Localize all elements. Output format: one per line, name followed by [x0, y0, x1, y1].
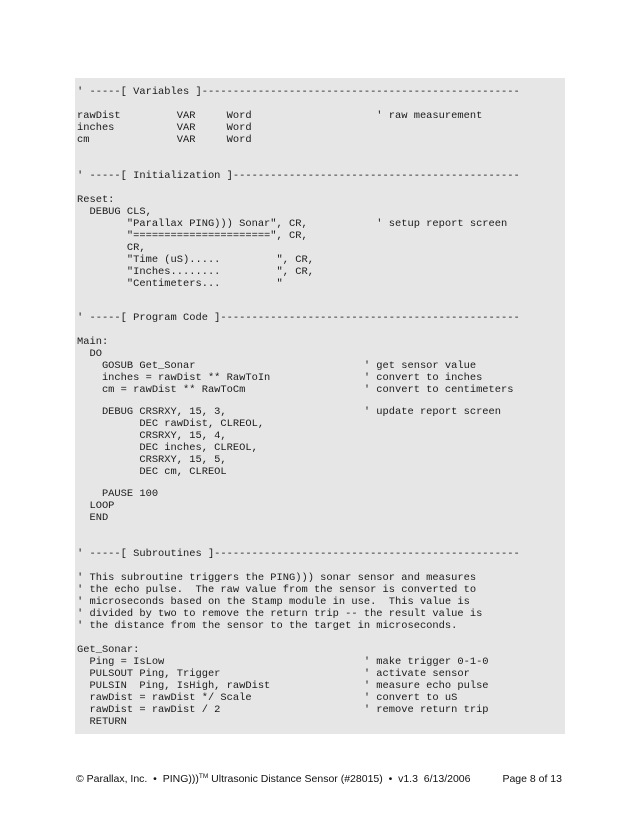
code-line: rawDist = rawDist / 2 ' remove return trip [77, 704, 489, 716]
code-line: ' -----[ Program Code ]------------------------------------------------ [77, 312, 520, 324]
code-line: Get_Sonar: [77, 644, 140, 656]
code-line: DO [77, 348, 102, 360]
code-line: DEC inches, CLREOL, [77, 442, 258, 454]
code-line: RETURN [77, 716, 127, 728]
code-line: CRSRXY, 15, 4, [77, 430, 227, 442]
code-line: ' -----[ Initialization ]---------------------------------------------- [77, 170, 520, 182]
footer-copyright-prefix: © Parallax, Inc. • PING))) [76, 773, 199, 785]
code-line: inches VAR Word [77, 122, 252, 134]
code-line: Reset: [77, 194, 115, 206]
code-line: ' -----[ Variables ]--------------------------------------------------- [77, 86, 520, 98]
code-line: PULSIN Ping, IsHigh, rawDist ' measure echo pulse [77, 680, 489, 692]
code-line: CR, [77, 242, 146, 254]
code-line: "Inches........ ", CR, [77, 266, 314, 278]
code-line: LOOP [77, 500, 115, 512]
code-line: ' microseconds based on the Stamp module in use. This value is [77, 596, 470, 608]
code-line: "Centimeters... " [77, 278, 283, 290]
code-line: ' -----[ Subroutines ]------------------------------------------------- [77, 548, 520, 560]
code-line: DEC rawDist, CLREOL, [77, 418, 265, 430]
code-line: "======================", CR, [77, 230, 308, 242]
code-line: ' the distance from the sensor to the target in microseconds. [77, 620, 458, 632]
code-line: END [77, 512, 109, 524]
footer-copyright [76, 773, 471, 785]
code-line: ' the echo pulse. The raw value from the sensor is converted to [77, 584, 477, 596]
code-line: GOSUB Get_Sonar ' get sensor value [77, 360, 477, 372]
footer-copyright-suffix: Ultrasonic Distance Sensor (#28015) • v1.3 6/13/2006 [208, 773, 471, 785]
code-line: PULSOUT Ping, Trigger ' activate sensor [77, 668, 470, 680]
code-line: ' divided by two to remove the return trip -- the result value is [77, 608, 483, 620]
code-line: PAUSE 100 [77, 488, 159, 500]
page-footer [76, 773, 562, 785]
code-line: "Parallax PING))) Sonar", CR, ' setup report screen [77, 218, 508, 230]
code-line: cm VAR Word [77, 134, 252, 146]
code-line: cm = rawDist ** RawToCm ' convert to centimeters [77, 384, 514, 396]
code-line: Main: [77, 336, 109, 348]
code-line: rawDist VAR Word ' raw measurement [77, 110, 483, 122]
footer-page-number: Page 8 of 13 [502, 773, 562, 785]
code-line: DEC cm, CLREOL [77, 466, 227, 478]
code-line: "Time (uS)..... ", CR, [77, 254, 314, 266]
code-line: rawDist = rawDist */ Scale ' convert to uS [77, 692, 458, 704]
code-line: DEBUG CLS, [77, 206, 152, 218]
code-listing-panel [75, 78, 565, 734]
code-line: inches = rawDist ** RawToIn ' convert to inches [77, 372, 483, 384]
code-line: Ping = IsLow ' make trigger 0-1-0 [77, 656, 489, 668]
code-line: ' This subroutine triggers the PING))) sonar sensor and measures [77, 572, 477, 584]
trademark-mark: TM [198, 773, 209, 780]
code-line: CRSRXY, 15, 5, [77, 454, 227, 466]
code-line: DEBUG CRSRXY, 15, 3, ' update report screen [77, 406, 502, 418]
